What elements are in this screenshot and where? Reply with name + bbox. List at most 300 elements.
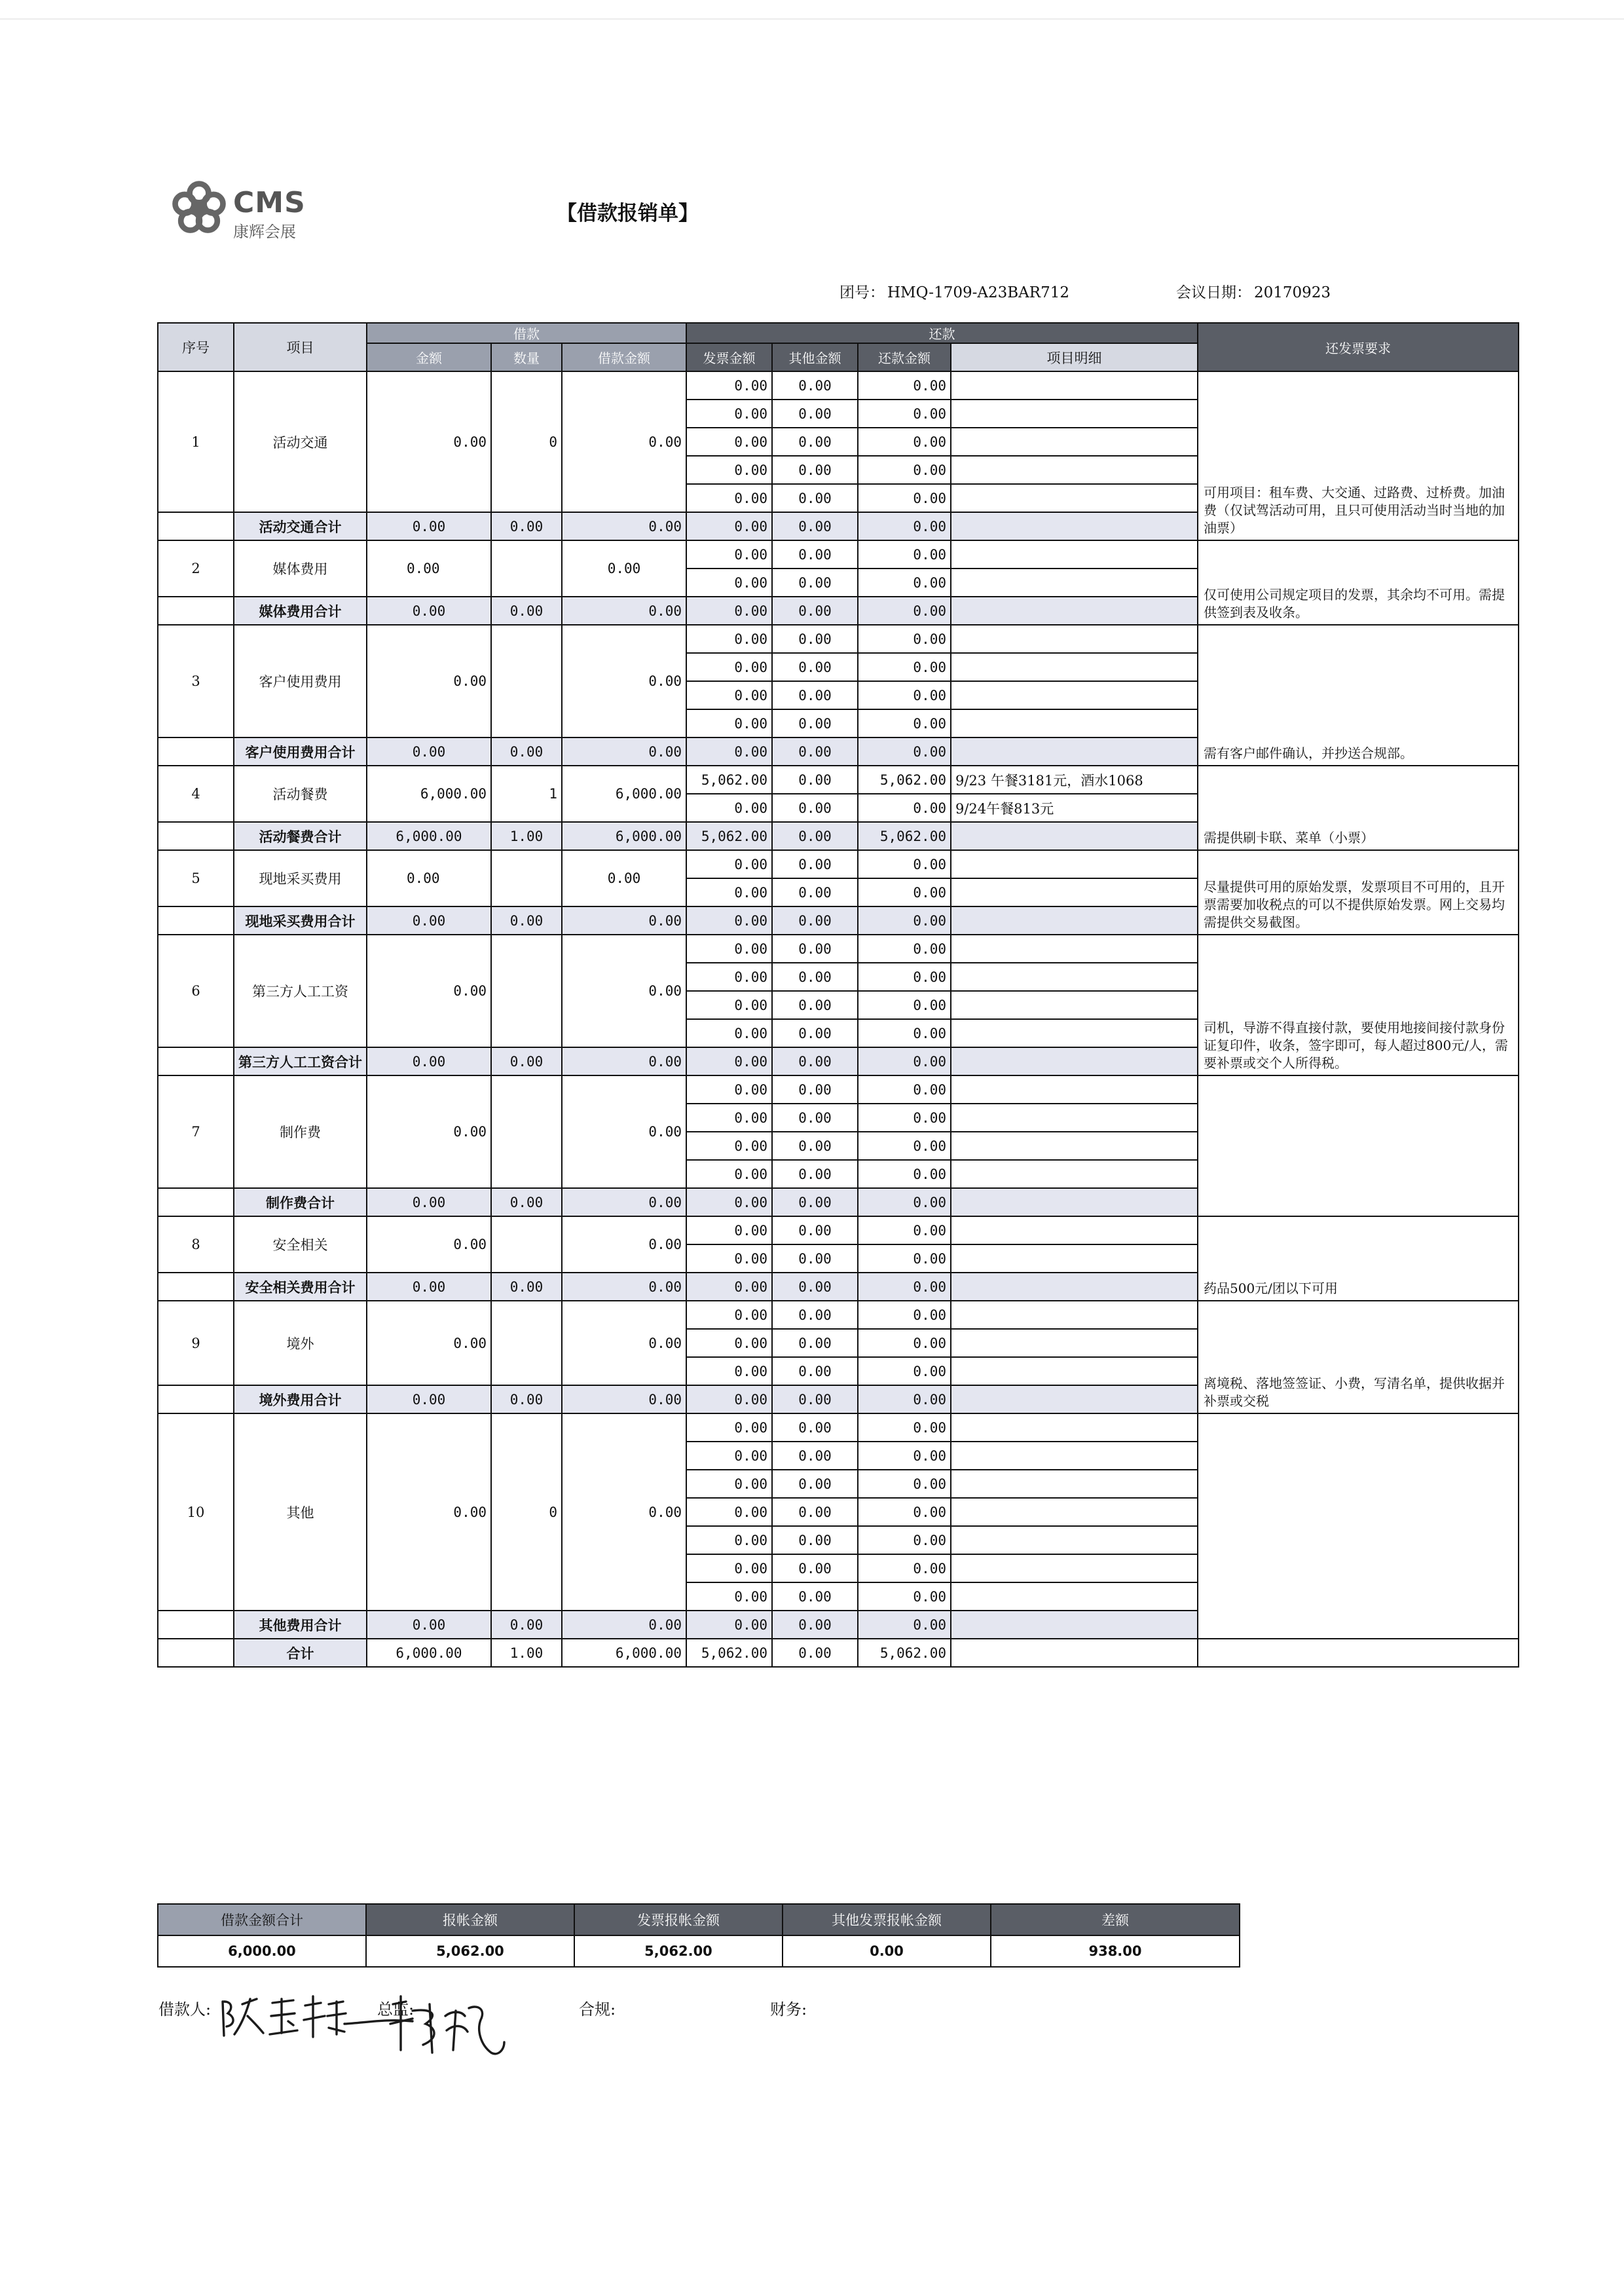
loan-qty-cell: 0 xyxy=(491,1413,562,1611)
total-label: 合计 xyxy=(234,1639,367,1667)
repay-amount-cell: 0.00 xyxy=(858,1442,951,1470)
invoice-amount-cell: 0.00 xyxy=(686,428,772,456)
other-amount-cell: 0.00 xyxy=(772,1526,858,1554)
repay-amount-cell: 0.00 xyxy=(858,1216,951,1244)
subtotal-repay: 0.00 xyxy=(858,906,951,935)
repay-amount-cell: 0.00 xyxy=(858,1160,951,1188)
repay-amount-cell: 0.00 xyxy=(858,1357,951,1385)
summary-header: 差额 xyxy=(991,1904,1240,1935)
invoice-requirement: 药品500元/团以下可用 xyxy=(1198,1216,1519,1301)
subtotal-detail xyxy=(951,1273,1198,1301)
subtotal-loan: 0.00 xyxy=(562,512,686,540)
repay-amount-cell: 0.00 xyxy=(858,935,951,963)
seq-cell: 8 xyxy=(158,1216,234,1273)
seq-cell: 1 xyxy=(158,371,234,512)
subtotal-invoice: 0.00 xyxy=(686,1273,772,1301)
subtotal-detail xyxy=(951,597,1198,625)
subtotal-loan: 0.00 xyxy=(562,1047,686,1075)
other-amount-cell: 0.00 xyxy=(772,766,858,794)
subtotal-label: 活动交通合计 xyxy=(234,512,367,540)
detail-cell xyxy=(951,569,1198,597)
detail-cell xyxy=(951,709,1198,737)
subtotal-qty: 0.00 xyxy=(491,737,562,766)
loan-qty-cell xyxy=(491,850,562,906)
group-number-value: HMQ-1709-A23BAR712 xyxy=(887,284,1069,301)
subtotal-blank xyxy=(158,737,234,766)
other-amount-cell: 0.00 xyxy=(772,794,858,822)
group-number xyxy=(840,280,1069,302)
subtotal-invoice: 0.00 xyxy=(686,1047,772,1075)
subtotal-other: 0.00 xyxy=(772,1611,858,1639)
detail-cell xyxy=(951,1413,1198,1442)
invoice-requirement xyxy=(1198,1075,1519,1216)
subtotal-repay: 0.00 xyxy=(858,737,951,766)
subtotal-label: 客户使用费用合计 xyxy=(234,737,367,766)
detail-cell xyxy=(951,371,1198,400)
compliance-label: 合规: xyxy=(579,2000,616,2019)
header-detail: 项目明细 xyxy=(951,343,1198,371)
subtotal-blank xyxy=(158,597,234,625)
item-name: 媒体费用 xyxy=(234,540,367,597)
detail-cell xyxy=(951,963,1198,991)
subtotal-repay: 0.00 xyxy=(858,1611,951,1639)
summary-value: 5,062.00 xyxy=(574,1935,783,1967)
detail-cell xyxy=(951,681,1198,709)
subtotal-amount: 0.00 xyxy=(367,597,491,625)
header-other: 其他金额 xyxy=(772,343,858,371)
summary-header: 报帐金额 xyxy=(366,1904,574,1935)
invoice-requirement: 仅可使用公司规定项目的发票，其余均不可用。需提供签到表及收条。 xyxy=(1198,540,1519,625)
subtotal-blank xyxy=(158,1273,234,1301)
loan-qty-cell xyxy=(491,625,562,737)
item-name: 境外 xyxy=(234,1301,367,1385)
other-amount-cell: 0.00 xyxy=(772,1442,858,1470)
detail-cell xyxy=(951,878,1198,906)
invoice-amount-cell: 0.00 xyxy=(686,1216,772,1244)
subtotal-loan: 0.00 xyxy=(562,1188,686,1216)
subtotal-loan: 0.00 xyxy=(562,906,686,935)
subtotal-repay: 5,062.00 xyxy=(858,822,951,850)
subtotal-invoice: 0.00 xyxy=(686,1611,772,1639)
loan-total-cell: 0.00 xyxy=(562,540,686,597)
subtotal-loan: 0.00 xyxy=(562,1385,686,1413)
loan-total-cell: 0.00 xyxy=(562,1216,686,1273)
invoice-amount-cell: 0.00 xyxy=(686,1244,772,1273)
other-amount-cell: 0.00 xyxy=(772,681,858,709)
invoice-amount-cell: 0.00 xyxy=(686,1357,772,1385)
invoice-amount-cell: 5,062.00 xyxy=(686,766,772,794)
loan-amount-cell: 0.00 xyxy=(367,935,491,1047)
repay-amount-cell: 0.00 xyxy=(858,1329,951,1357)
invoice-amount-cell: 0.00 xyxy=(686,484,772,512)
other-amount-cell: 0.00 xyxy=(772,1019,858,1047)
total-other: 0.00 xyxy=(772,1639,858,1667)
total-repay: 5,062.00 xyxy=(858,1639,951,1667)
subtotal-qty: 0.00 xyxy=(491,597,562,625)
table-row xyxy=(158,1301,1519,1329)
total-detail xyxy=(951,1639,1198,1667)
total-requirement xyxy=(1198,1639,1519,1667)
seq-cell: 3 xyxy=(158,625,234,737)
table-row xyxy=(158,1075,1519,1104)
loan-total-cell: 0.00 xyxy=(562,1413,686,1611)
other-amount-cell: 0.00 xyxy=(772,1160,858,1188)
repay-amount-cell: 0.00 xyxy=(858,709,951,737)
item-name: 客户使用费用 xyxy=(234,625,367,737)
subtotal-other: 0.00 xyxy=(772,822,858,850)
subtotal-other: 0.00 xyxy=(772,1047,858,1075)
subtotal-detail xyxy=(951,1047,1198,1075)
subtotal-invoice: 0.00 xyxy=(686,1188,772,1216)
other-amount-cell: 0.00 xyxy=(772,1216,858,1244)
other-amount-cell: 0.00 xyxy=(772,1357,858,1385)
subtotal-qty: 0.00 xyxy=(491,1611,562,1639)
detail-cell xyxy=(951,1132,1198,1160)
item-name: 其他 xyxy=(234,1413,367,1611)
subtotal-qty: 0.00 xyxy=(491,1385,562,1413)
loan-qty-cell xyxy=(491,540,562,597)
loan-total-cell: 0.00 xyxy=(562,1075,686,1188)
subtotal-other: 0.00 xyxy=(772,1188,858,1216)
other-amount-cell: 0.00 xyxy=(772,540,858,569)
logo-subtitle: 康辉会展 xyxy=(233,223,296,241)
other-amount-cell: 0.00 xyxy=(772,1413,858,1442)
meeting-date-value: 20170923 xyxy=(1254,284,1331,301)
loan-total-cell: 0.00 xyxy=(562,371,686,512)
loan-total-cell: 0.00 xyxy=(562,935,686,1047)
page-title: 【借款报销单】 xyxy=(557,202,699,225)
invoice-amount-cell: 0.00 xyxy=(686,1301,772,1329)
repay-amount-cell: 0.00 xyxy=(858,1301,951,1329)
subtotal-detail xyxy=(951,512,1198,540)
summary-value: 0.00 xyxy=(783,1935,991,1967)
item-name: 现地采买费用 xyxy=(234,850,367,906)
subtotal-invoice: 0.00 xyxy=(686,597,772,625)
repay-amount-cell: 0.00 xyxy=(858,681,951,709)
loan-total-cell: 0.00 xyxy=(562,850,686,906)
detail-cell xyxy=(951,653,1198,681)
repay-amount-cell: 0.00 xyxy=(858,1470,951,1498)
loan-amount-cell: 0.00 xyxy=(367,1301,491,1385)
table-row xyxy=(158,371,1519,400)
repay-amount-cell: 0.00 xyxy=(858,1526,951,1554)
repay-amount-cell: 0.00 xyxy=(858,569,951,597)
detail-cell xyxy=(951,1244,1198,1273)
subtotal-invoice: 0.00 xyxy=(686,512,772,540)
item-name: 安全相关 xyxy=(234,1216,367,1273)
borrower-label: 借款人: xyxy=(158,2000,212,2019)
invoice-requirement: 尽量提供可用的原始发票，发票项目不可用的，且开票需要加收税点的可以不提供原始发票。网上交易均需提供交易截图。 xyxy=(1198,850,1519,935)
total-invoice: 5,062.00 xyxy=(686,1639,772,1667)
detail-cell xyxy=(951,935,1198,963)
subtotal-amount: 0.00 xyxy=(367,1273,491,1301)
invoice-amount-cell: 0.00 xyxy=(686,1470,772,1498)
seq-cell: 5 xyxy=(158,850,234,906)
loan-total-cell: 6,000.00 xyxy=(562,766,686,822)
page-top-edge xyxy=(0,18,1624,20)
subtotal-invoice: 0.00 xyxy=(686,906,772,935)
repay-amount-cell: 0.00 xyxy=(858,1104,951,1132)
group-number-label: 团号： xyxy=(840,284,885,301)
invoice-amount-cell: 0.00 xyxy=(686,569,772,597)
subtotal-amount: 0.00 xyxy=(367,906,491,935)
finance-label: 财务: xyxy=(770,2000,807,2019)
other-amount-cell: 0.00 xyxy=(772,1104,858,1132)
invoice-requirement xyxy=(1198,1413,1519,1639)
total-loan: 6,000.00 xyxy=(562,1639,686,1667)
other-amount-cell: 0.00 xyxy=(772,1582,858,1611)
loan-qty-cell xyxy=(491,935,562,1047)
subtotal-repay: 0.00 xyxy=(858,597,951,625)
subtotal-other: 0.00 xyxy=(772,597,858,625)
subtotal-blank xyxy=(158,906,234,935)
subtotal-detail xyxy=(951,906,1198,935)
summary-value: 938.00 xyxy=(991,1935,1240,1967)
invoice-amount-cell: 0.00 xyxy=(686,1526,772,1554)
loan-amount-cell: 0.00 xyxy=(367,1413,491,1611)
detail-cell xyxy=(951,625,1198,653)
loan-amount-cell: 0.00 xyxy=(367,371,491,512)
detail-cell xyxy=(951,1526,1198,1554)
table-row xyxy=(158,850,1519,878)
detail-cell xyxy=(951,540,1198,569)
invoice-amount-cell: 0.00 xyxy=(686,1132,772,1160)
subtotal-repay: 0.00 xyxy=(858,1385,951,1413)
subtotal-detail xyxy=(951,822,1198,850)
subtotal-detail xyxy=(951,1188,1198,1216)
subtotal-label: 其他费用合计 xyxy=(234,1611,367,1639)
invoice-amount-cell: 0.00 xyxy=(686,1498,772,1526)
detail-cell xyxy=(951,1357,1198,1385)
table-row xyxy=(158,625,1519,653)
repay-amount-cell: 0.00 xyxy=(858,1582,951,1611)
loan-total-cell: 0.00 xyxy=(562,625,686,737)
loan-amount-cell: 6,000.00 xyxy=(367,766,491,822)
invoice-amount-cell: 0.00 xyxy=(686,1160,772,1188)
detail-cell xyxy=(951,1470,1198,1498)
subtotal-blank xyxy=(158,1385,234,1413)
summary-header: 借款金额合计 xyxy=(158,1904,366,1935)
subtotal-loan: 6,000.00 xyxy=(562,822,686,850)
loan-qty-cell xyxy=(491,1216,562,1273)
loan-qty-cell: 1 xyxy=(491,766,562,822)
subtotal-other: 0.00 xyxy=(772,906,858,935)
subtotal-repay: 0.00 xyxy=(858,1273,951,1301)
subtotal-blank xyxy=(158,512,234,540)
summary-table xyxy=(157,1903,1240,1968)
repay-amount-cell: 0.00 xyxy=(858,1075,951,1104)
repay-amount-cell: 0.00 xyxy=(858,1244,951,1273)
repay-amount-cell: 0.00 xyxy=(858,991,951,1019)
seq-cell: 10 xyxy=(158,1413,234,1611)
subtotal-amount: 0.00 xyxy=(367,1385,491,1413)
repay-amount-cell: 0.00 xyxy=(858,484,951,512)
invoice-requirement: 离境税、落地签签证、小费，写清名单，提供收据并补票或交税 xyxy=(1198,1301,1519,1413)
item-name: 制作费 xyxy=(234,1075,367,1188)
subtotal-qty: 0.00 xyxy=(491,1047,562,1075)
loan-qty-cell: 0 xyxy=(491,371,562,512)
invoice-amount-cell: 0.00 xyxy=(686,1582,772,1611)
repay-amount-cell: 0.00 xyxy=(858,1019,951,1047)
detail-cell xyxy=(951,1442,1198,1470)
detail-cell xyxy=(951,1329,1198,1357)
subtotal-other: 0.00 xyxy=(772,1273,858,1301)
invoice-amount-cell: 0.00 xyxy=(686,371,772,400)
other-amount-cell: 0.00 xyxy=(772,625,858,653)
detail-cell xyxy=(951,1104,1198,1132)
subtotal-repay: 0.00 xyxy=(858,1188,951,1216)
item-name: 第三方人工工资 xyxy=(234,935,367,1047)
repay-amount-cell: 0.00 xyxy=(858,878,951,906)
header-loan-amount: 借款金额 xyxy=(562,343,686,371)
detail-cell xyxy=(951,456,1198,484)
seq-cell: 4 xyxy=(158,766,234,822)
loan-qty-cell xyxy=(491,1301,562,1385)
invoice-amount-cell: 0.00 xyxy=(686,400,772,428)
loan-total-cell: 0.00 xyxy=(562,1301,686,1385)
other-amount-cell: 0.00 xyxy=(772,653,858,681)
invoice-requirement: 可用项目：租车费、大交通、过路费、过桥费。加油费（仅试驾活动可用，且只可使用活动当时当地的加油票） xyxy=(1198,371,1519,540)
invoice-amount-cell: 0.00 xyxy=(686,1413,772,1442)
table-row xyxy=(158,1413,1519,1442)
detail-cell xyxy=(951,400,1198,428)
cms-logo-icon xyxy=(168,177,231,240)
detail-cell xyxy=(951,850,1198,878)
subtotal-loan: 0.00 xyxy=(562,1611,686,1639)
meeting-date-label: 会议日期： xyxy=(1176,284,1251,301)
subtotal-qty: 0.00 xyxy=(491,1188,562,1216)
table-row xyxy=(158,540,1519,569)
repay-amount-cell: 0.00 xyxy=(858,850,951,878)
repay-amount-cell: 0.00 xyxy=(858,456,951,484)
detail-cell xyxy=(951,1019,1198,1047)
subtotal-amount: 0.00 xyxy=(367,1611,491,1639)
subtotal-blank xyxy=(158,1047,234,1075)
borrower-signature xyxy=(216,1985,530,2083)
invoice-requirement: 需提供刷卡联、菜单（小票） xyxy=(1198,766,1519,850)
loan-amount-cell: 0.00 xyxy=(367,1075,491,1188)
subtotal-blank xyxy=(158,822,234,850)
other-amount-cell: 0.00 xyxy=(772,878,858,906)
item-name: 活动餐费 xyxy=(234,766,367,822)
invoice-amount-cell: 0.00 xyxy=(686,991,772,1019)
repay-amount-cell: 0.00 xyxy=(858,794,951,822)
subtotal-label: 安全相关费用合计 xyxy=(234,1273,367,1301)
invoice-amount-cell: 0.00 xyxy=(686,850,772,878)
subtotal-label: 媒体费用合计 xyxy=(234,597,367,625)
other-amount-cell: 0.00 xyxy=(772,371,858,400)
total-qty: 1.00 xyxy=(491,1639,562,1667)
invoice-amount-cell: 0.00 xyxy=(686,653,772,681)
repay-amount-cell: 0.00 xyxy=(858,653,951,681)
invoice-requirement: 需有客户邮件确认，并抄送合规部。 xyxy=(1198,625,1519,766)
total-blank xyxy=(158,1639,234,1667)
other-amount-cell: 0.00 xyxy=(772,1498,858,1526)
other-amount-cell: 0.00 xyxy=(772,991,858,1019)
invoice-amount-cell: 0.00 xyxy=(686,540,772,569)
invoice-amount-cell: 0.00 xyxy=(686,1104,772,1132)
subtotal-invoice: 5,062.00 xyxy=(686,822,772,850)
header-invoice-requirement: 还发票要求 xyxy=(1198,323,1519,371)
detail-cell xyxy=(951,1301,1198,1329)
seq-cell: 9 xyxy=(158,1301,234,1385)
subtotal-detail xyxy=(951,1611,1198,1639)
invoice-amount-cell: 0.00 xyxy=(686,935,772,963)
subtotal-amount: 0.00 xyxy=(367,1188,491,1216)
total-row xyxy=(158,1639,1519,1667)
loan-amount-cell: 0.00 xyxy=(367,850,491,906)
subtotal-invoice: 0.00 xyxy=(686,737,772,766)
subtotal-amount: 6,000.00 xyxy=(367,822,491,850)
item-name: 活动交通 xyxy=(234,371,367,512)
subtotal-qty: 0.00 xyxy=(491,1273,562,1301)
header-seq: 序号 xyxy=(158,323,234,371)
invoice-amount-cell: 0.00 xyxy=(686,1442,772,1470)
other-amount-cell: 0.00 xyxy=(772,484,858,512)
other-amount-cell: 0.00 xyxy=(772,400,858,428)
invoice-amount-cell: 0.00 xyxy=(686,963,772,991)
detail-cell: 9/23 午餐3181元，酒水1068 xyxy=(951,766,1198,794)
detail-cell xyxy=(951,484,1198,512)
subtotal-repay: 0.00 xyxy=(858,512,951,540)
subtotal-blank xyxy=(158,1611,234,1639)
header-invoice: 发票金额 xyxy=(686,343,772,371)
repay-amount-cell: 5,062.00 xyxy=(858,766,951,794)
subtotal-invoice: 0.00 xyxy=(686,1385,772,1413)
repay-amount-cell: 0.00 xyxy=(858,1132,951,1160)
expense-table xyxy=(157,322,1519,1668)
header-loan: 借款 xyxy=(367,323,686,343)
other-amount-cell: 0.00 xyxy=(772,1554,858,1582)
manager-label: 总监: xyxy=(377,2000,415,2019)
other-amount-cell: 0.00 xyxy=(772,709,858,737)
subtotal-other: 0.00 xyxy=(772,737,858,766)
other-amount-cell: 0.00 xyxy=(772,1470,858,1498)
other-amount-cell: 0.00 xyxy=(772,428,858,456)
seq-cell: 2 xyxy=(158,540,234,597)
summary-value: 5,062.00 xyxy=(366,1935,574,1967)
repay-amount-cell: 0.00 xyxy=(858,963,951,991)
invoice-requirement: 司机，导游不得直接付款，要使用地接间接付款身份证复印件，收条，签字即可，每人超过800元/人，需要补票或交个人所得税。 xyxy=(1198,935,1519,1075)
other-amount-cell: 0.00 xyxy=(772,1075,858,1104)
subtotal-repay: 0.00 xyxy=(858,1047,951,1075)
subtotal-label: 境外费用合计 xyxy=(234,1385,367,1413)
subtotal-amount: 0.00 xyxy=(367,1047,491,1075)
table-row xyxy=(158,766,1519,794)
detail-cell xyxy=(951,1582,1198,1611)
repay-amount-cell: 0.00 xyxy=(858,400,951,428)
other-amount-cell: 0.00 xyxy=(772,1244,858,1273)
subtotal-amount: 0.00 xyxy=(367,737,491,766)
other-amount-cell: 0.00 xyxy=(772,456,858,484)
repay-amount-cell: 0.00 xyxy=(858,428,951,456)
subtotal-qty: 0.00 xyxy=(491,906,562,935)
detail-cell xyxy=(951,1160,1198,1188)
summary-header: 发票报帐金额 xyxy=(574,1904,783,1935)
subtotal-label: 活动餐费合计 xyxy=(234,822,367,850)
loan-qty-cell xyxy=(491,1075,562,1188)
loan-amount-cell: 0.00 xyxy=(367,1216,491,1273)
invoice-amount-cell: 0.00 xyxy=(686,1554,772,1582)
seq-cell: 7 xyxy=(158,1075,234,1188)
table-row xyxy=(158,1216,1519,1244)
header-item: 项目 xyxy=(234,323,367,371)
subtotal-qty: 1.00 xyxy=(491,822,562,850)
meeting-date xyxy=(1176,280,1331,302)
invoice-amount-cell: 0.00 xyxy=(686,709,772,737)
repay-amount-cell: 0.00 xyxy=(858,1554,951,1582)
repay-amount-cell: 0.00 xyxy=(858,1413,951,1442)
